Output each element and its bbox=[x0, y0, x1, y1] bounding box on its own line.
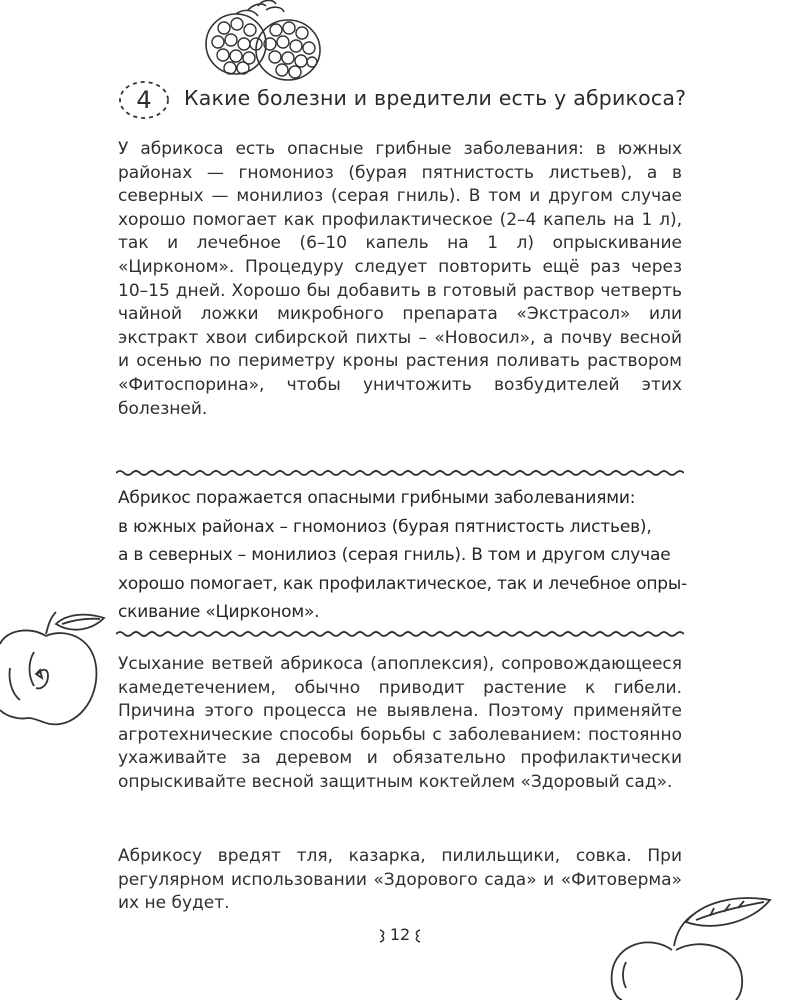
apple-illustration bbox=[606, 888, 796, 1000]
raspberries-illustration bbox=[196, 0, 332, 82]
right-swirl-icon bbox=[412, 928, 422, 944]
highlight-line: в южных районах – гномониоз (бурая пятнистость листьев), bbox=[118, 516, 652, 537]
paragraph-fungal-diseases: У абрикоса есть опасные грибные заболевания: в южных районах — гномониоз (бурая пятнистость листьев), а в северных — монилиоз (серая гниль). В том и другом случае хорошо помогает как профилактическое (2–4 капель на 1 л), так и лечебное (6–10 капель на 1 л) опрыскивание «Цирконом». Процедуру следует повторить ещё раз через 10–15 дней. Хорошо бы добавить в готовый раствор четверть чайной ложки микробного препарата «Экстрасол» или экстракт хвои сибирской пихты – «Новосил», а почву весной и осенью по периметру кроны растения поливать раствором «Фитоспорина», чтобы уничтожить возбудителей этих болезней. bbox=[118, 139, 682, 419]
paragraph-pests: Абрикосу вредят тля, казарка, пилильщики, совка. При регулярном использовании «Здорового сада» и «Фитоверма» их не будет. bbox=[118, 846, 682, 914]
page-number bbox=[372, 924, 428, 948]
highlight-summary bbox=[118, 484, 688, 627]
highlight-line: Абрикос поражается опасными грибными заболеваниями: bbox=[118, 488, 636, 508]
question-number: 4 bbox=[136, 86, 152, 114]
highlight-line: а в северных – монилиоз (серая гниль). В том и другом случае bbox=[118, 545, 671, 565]
wavy-divider-bottom bbox=[116, 629, 684, 639]
page-number-text: 12 bbox=[389, 925, 411, 944]
wavy-divider-top bbox=[116, 468, 684, 478]
question-heading bbox=[118, 80, 698, 124]
apple-half-illustration bbox=[0, 604, 110, 732]
highlight-line: скивание «Цирконом». bbox=[118, 602, 320, 622]
highlight-line: хорошо помогает, как профилактическое, так и лечебное опры- bbox=[118, 573, 688, 594]
paragraph-apoplexy: Усыхание ветвей абрикоса (апоплексия), сопровождающееся камедетечением, обычно приводит растение к гибели. Причина этого процесса не выявлена. Поэтому применяйте агротехнические способы борьбы с заболеванием: постоянно ухаживайте за деревом и обязательно профилактически опрыскивайте весной защитным коктейлем «Здоровый сад». bbox=[118, 654, 682, 792]
question-title: Какие болезни и вредители есть у абрикоса? bbox=[184, 86, 687, 110]
